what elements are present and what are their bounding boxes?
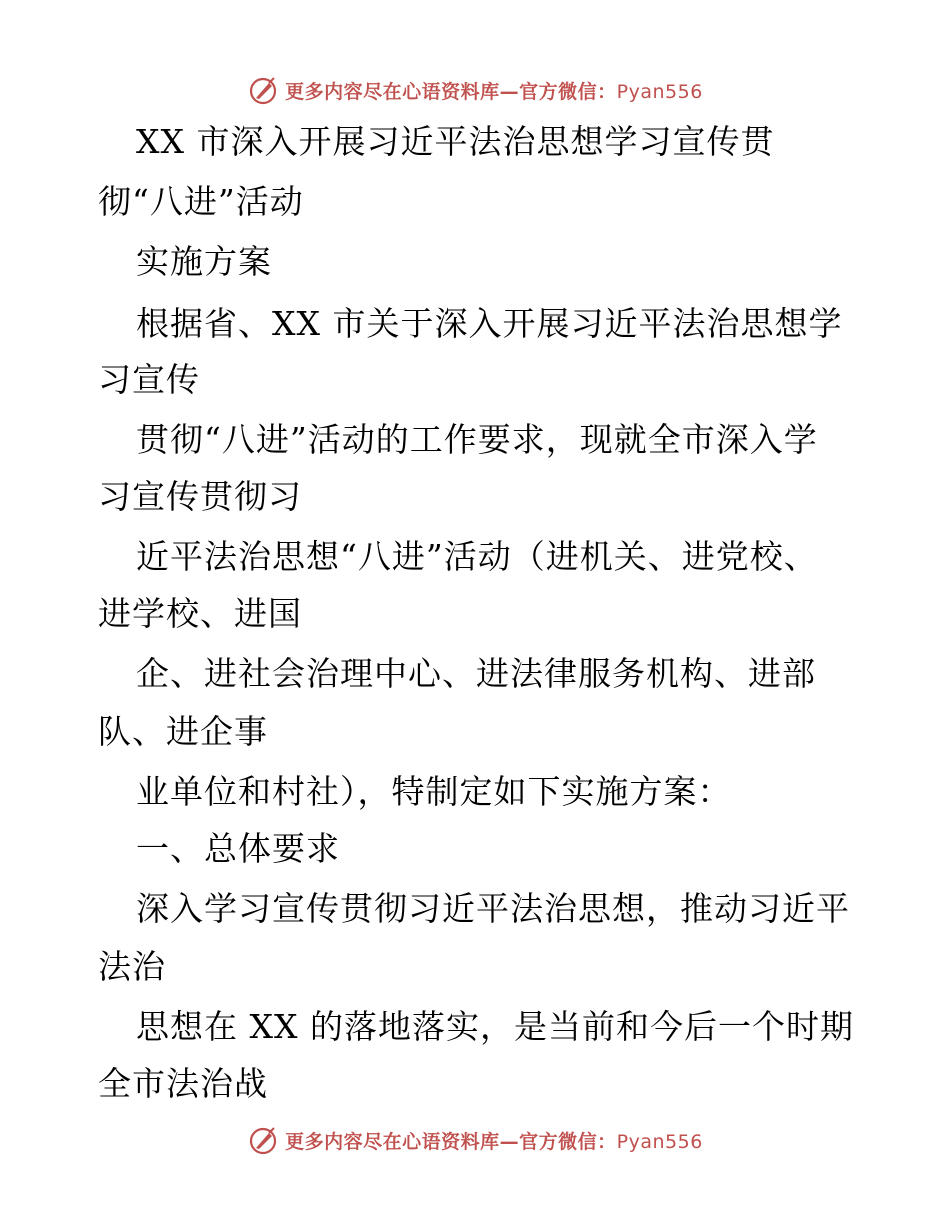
title-line-1: XX 市深入开展习近平法治思想学习宣传贯	[136, 122, 775, 161]
watermark-handle: Pyan556	[616, 1130, 703, 1153]
body-line: 近平法治思想“八进”活动（进机关、进党校、	[136, 537, 818, 576]
watermark-footer	[0, 1120, 950, 1160]
section-heading: 一、总体要求	[136, 829, 340, 868]
title-line-2: 彻“八进”活动	[98, 182, 304, 221]
body-line: 思想在 XX 的落地落实，是当前和今后一个时期	[136, 1007, 854, 1046]
body-line: 根据省、XX 市关于深入开展习近平法治思想学	[136, 304, 843, 343]
body-line: 习宣传	[98, 360, 200, 399]
quill-logo-icon	[247, 1124, 279, 1156]
watermark-text: 更多内容尽在心语资料库—官方微信：Pyan556	[285, 80, 703, 103]
subtitle-line: 实施方案	[136, 242, 272, 281]
body-line: 深入学习宣传贯彻习近平法治思想，推动习近平	[136, 889, 850, 928]
body-line: 队、进企事	[98, 712, 268, 751]
body-line: 贯彻“八进”活动的工作要求，现就全市深入学	[136, 420, 818, 459]
body-line: 进学校、进国	[98, 594, 302, 633]
quill-logo-icon	[247, 74, 279, 106]
body-line: 业单位和村社），特制定如下实施方案：	[136, 772, 732, 811]
watermark-handle: Pyan556	[616, 80, 703, 103]
watermark-header	[0, 70, 950, 110]
body-line: 企、进社会治理中心、进法律服务机构、进部	[136, 654, 816, 693]
body-line: 法治	[98, 947, 166, 986]
body-line: 习宣传贯彻习	[98, 477, 302, 516]
body-line: 全市法治战	[98, 1064, 268, 1103]
watermark-text: 更多内容尽在心语资料库—官方微信：Pyan556	[285, 1130, 703, 1153]
